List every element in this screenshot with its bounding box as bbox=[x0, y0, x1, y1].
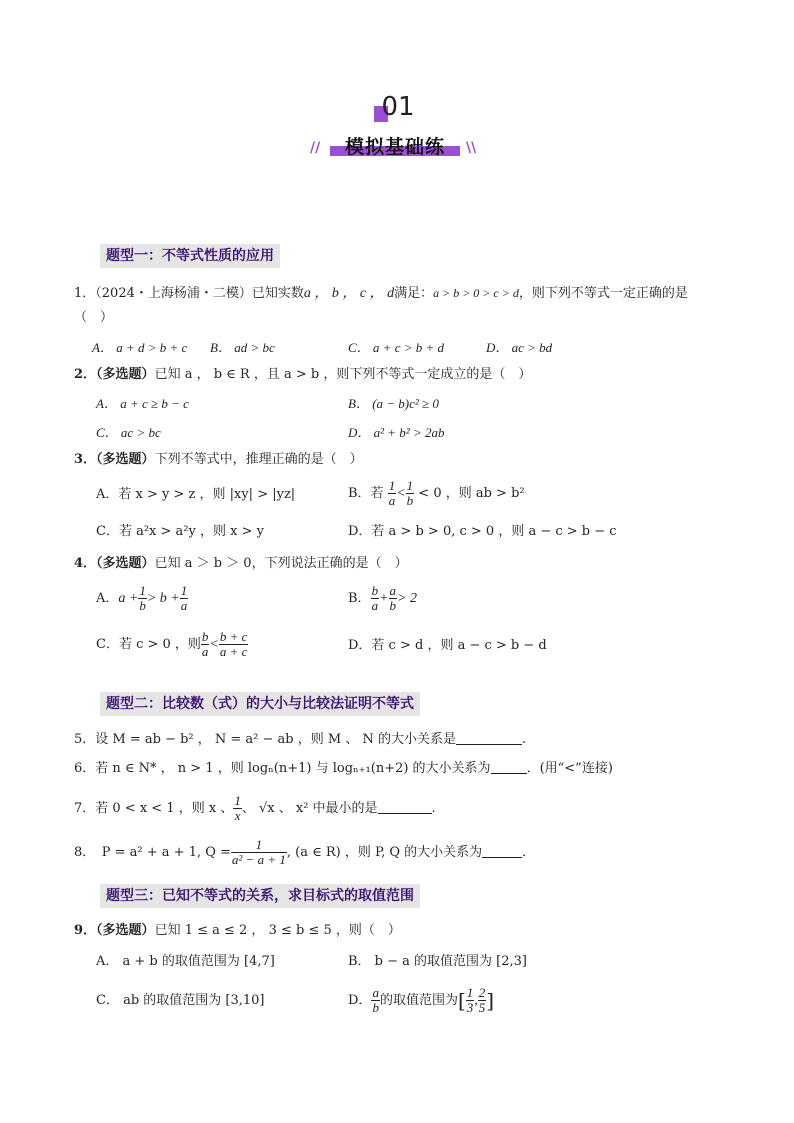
q2-option-a: A． a + c ≥ b − c bbox=[96, 396, 189, 411]
section-title-3: 题型三：已知不等式的关系，求目标式的取值范围 bbox=[100, 884, 420, 908]
q9-option-c: C． ab 的取值范围为 [3,10] bbox=[96, 993, 265, 1008]
q8-answer-blank[interactable] bbox=[482, 857, 522, 858]
q9-option-d: D． $\frac{a}{b}$ 的取值范围为[ $\frac{1}{3}$ , $\frac{2}{5}$ ] bbox=[348, 985, 495, 1015]
q1-option-d: D． ac > bd bbox=[486, 340, 553, 355]
q3-option-b: B．若 $\frac{1}{a}$ < $\frac{1}{b}$ < 0 ，则 ab > b² bbox=[348, 478, 525, 508]
q2-option-c: C． ac > bc bbox=[96, 425, 161, 440]
q1-option-a: A． a + d > b + c bbox=[92, 340, 188, 355]
header-number-block bbox=[370, 92, 430, 128]
header-title-block bbox=[310, 132, 480, 162]
q3-option-a: A．若 x > y > z ，则 |xy| > |yz| bbox=[96, 487, 296, 502]
section-title-2: 题型二：比较数（式）的大小与比较法证明不等式 bbox=[100, 692, 420, 716]
question-8: 8． P = a² + a + 1, Q = $\frac{1}{\text{a² − a + 1}}$ , (a ∈ R) ，则 P, Q 的大小关系为 ． bbox=[74, 837, 536, 867]
question-7: 7．若 0 < x < 1 ，则 x 、 $\frac{1}{x}$ 、 √x 、 x² 中最小的是 . bbox=[74, 793, 436, 823]
page-title: 模拟基础练 bbox=[344, 136, 445, 158]
q2-option-b: B． (a − b)c² ≥ 0 bbox=[348, 396, 439, 411]
header-slash-left: // bbox=[310, 140, 321, 156]
q1-option-b: B． ad > bc bbox=[210, 340, 275, 355]
question-1-paren: （ ） bbox=[74, 310, 114, 325]
q9-option-a: A． a + b 的取值范围为 [4,7] bbox=[96, 954, 275, 969]
q3-option-d: D．若 a > b > 0, c > 0 ，则 a − c > b − c bbox=[348, 524, 617, 539]
q7-answer-blank[interactable] bbox=[378, 813, 432, 814]
q3-frac-1-a: $\frac{1}{a}$ bbox=[388, 478, 396, 508]
section-title-1: 题型一：不等式性质的应用 bbox=[100, 244, 280, 268]
q4-option-d: D．若 c > d ，则 a − c > b − d bbox=[348, 638, 547, 653]
q1-option-c: C． a + c > b + d bbox=[348, 340, 445, 355]
header-number: 01 bbox=[381, 92, 415, 122]
q4-option-a: A．a + $\frac{1}{b}$ > b + $\frac{1}{a}$ bbox=[96, 583, 188, 613]
question-5: 5．设 M = ab − b² ， N = a² − ab ，则 M 、 N 的大小关系是 . bbox=[74, 732, 527, 747]
question-2: 2．（多选题）已知 a ， b ∈ R ，且 a > b ，则下列不等式一定成立的是（ ） bbox=[74, 367, 532, 382]
q4-option-b: B． $\frac{b}{a}$ + $\frac{a}{b}$ > 2 bbox=[348, 583, 417, 613]
question-9: 9．（多选题）已知 1 ≤ a ≤ 2 ， 3 ≤ b ≤ 5 ，则（ ） bbox=[74, 923, 401, 938]
q5-answer-blank[interactable] bbox=[456, 744, 522, 745]
question-6: 6．若 n ∈ N* ， n > 1 ，则 logₙ(n+1) 与 logₙ₊₁(n+2) 的大小关系为 ．(用“<”连接) bbox=[74, 761, 613, 776]
question-4: 4．（多选题）已知 a ＞ b ＞ 0，下列说法正确的是（ ） bbox=[74, 556, 408, 571]
question-1: 1．（2024・上海杨浦・二模）已知实数a ， b ， c ， d满足：a > b > 0 > c > d，则下列不等式一定正确的是 bbox=[74, 286, 688, 301]
question-3: 3．（多选题）下列不等式中，推理正确的是（ ） bbox=[74, 452, 363, 467]
q4-option-c: C．若 c > 0 ，则 $\frac{b}{a}$ < $\frac{b + c}{a + c}$ bbox=[96, 629, 248, 659]
header-slash-right: \\ bbox=[466, 140, 477, 156]
q2-option-d: D． a² + b² > 2ab bbox=[348, 425, 445, 440]
q3-frac-1-b: $\frac{1}{b}$ bbox=[406, 478, 414, 508]
q9-option-b: B． b − a 的取值范围为 [2,3] bbox=[348, 954, 527, 969]
q6-answer-blank[interactable] bbox=[491, 773, 527, 774]
q3-option-c: C．若 a²x > a²y ，则 x > y bbox=[96, 524, 264, 539]
